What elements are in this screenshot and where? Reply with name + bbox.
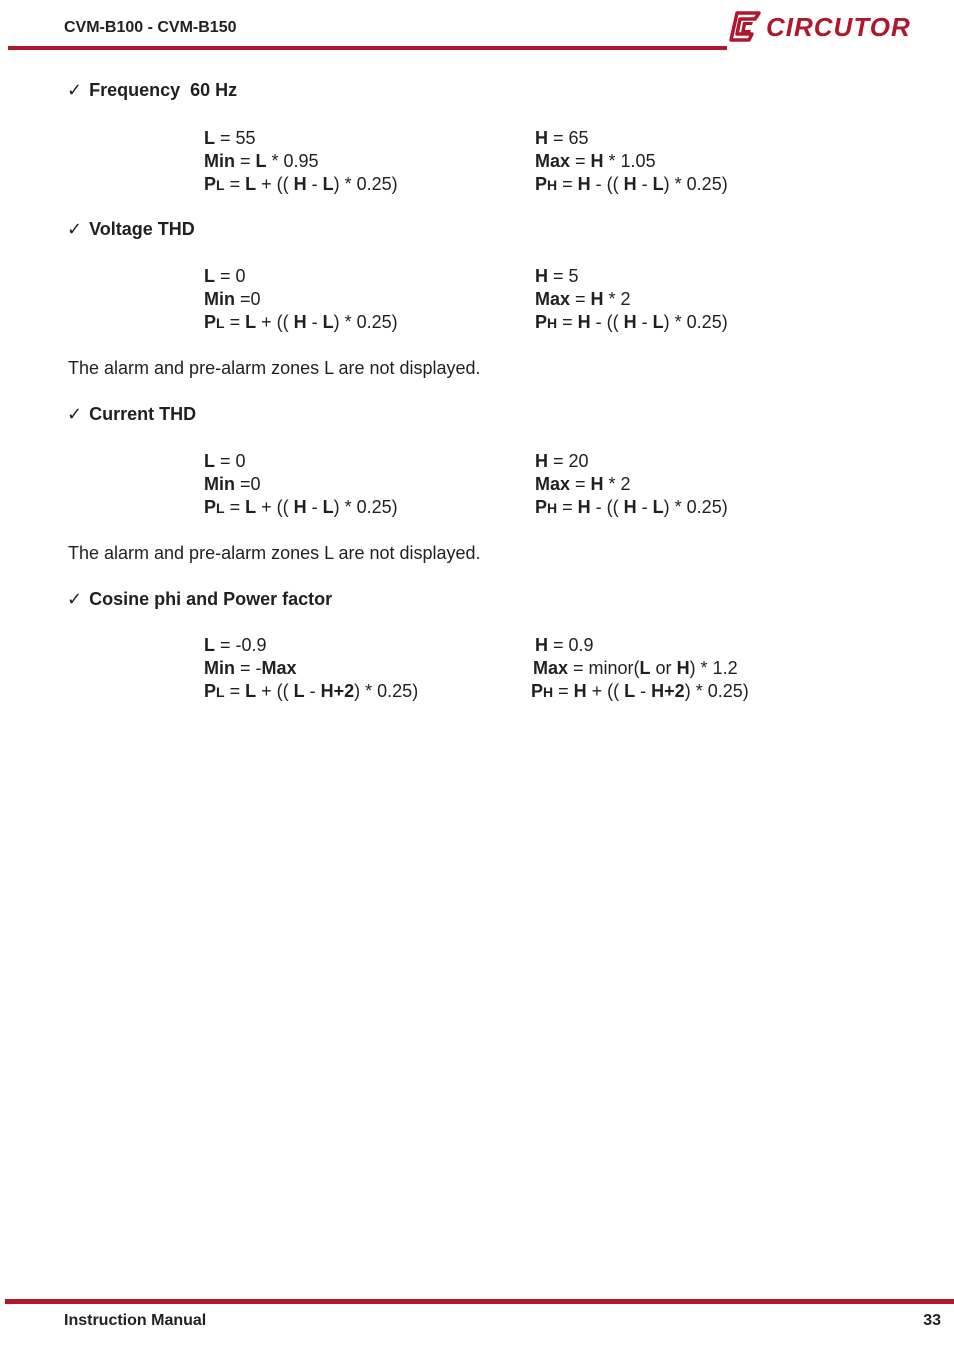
section-title: Frequency 60 Hz xyxy=(89,80,238,100)
formula-pl: PL = L + (( H - L) * 0.25) xyxy=(204,174,398,194)
formula-max: Max = minor(L or H) * 1.2 xyxy=(533,658,738,678)
brand-name: CIRCUTOR xyxy=(766,12,911,42)
formula-low: L = 0 xyxy=(204,266,246,286)
section-voltage-thd-heading xyxy=(67,219,195,240)
formula-max: Max = H * 2 xyxy=(535,289,631,309)
formula-min: Min =0 xyxy=(204,474,261,494)
section-frequency-heading xyxy=(67,80,237,101)
formula-pl: PL = L + (( H - L) * 0.25) xyxy=(204,312,398,332)
check-icon: ✓ xyxy=(67,219,83,239)
section-cosine-phi-heading xyxy=(67,589,332,610)
formula-max: Max = H * 1.05 xyxy=(535,151,656,171)
formula-ph: PH = H - (( H - L) * 0.25) xyxy=(535,174,728,194)
current-thd-note: The alarm and pre-alarm zones L are not displayed. xyxy=(68,543,481,563)
circutor-logo-icon xyxy=(729,10,763,44)
check-icon: ✓ xyxy=(67,80,83,100)
section-current-thd-heading xyxy=(67,404,196,425)
formula-ph: PH = H - (( H - L) * 0.25) xyxy=(535,497,728,517)
check-icon: ✓ xyxy=(67,589,83,609)
section-title: Cosine phi and Power factor xyxy=(89,589,333,609)
formula-low: L = 55 xyxy=(204,128,256,148)
formula-low: L = 0 xyxy=(204,451,246,471)
header-rule xyxy=(8,46,727,50)
formula-pl: PL = L + (( H - L) * 0.25) xyxy=(204,497,398,517)
check-icon: ✓ xyxy=(67,404,83,424)
page-number: 33 xyxy=(923,1312,941,1329)
formula-pl: PL = L + (( L - H+2) * 0.25) xyxy=(204,681,419,701)
formula-high: H = 0.9 xyxy=(535,635,594,655)
formula-high: H = 20 xyxy=(535,451,589,471)
voltage-thd-note: The alarm and pre-alarm zones L are not displayed. xyxy=(68,358,481,378)
formula-ph: PH = H - (( H - L) * 0.25) xyxy=(535,312,728,332)
formula-min: Min = -Max xyxy=(204,658,297,678)
section-title: Current THD xyxy=(89,404,197,424)
circutor-logo xyxy=(729,10,909,44)
formula-min: Min =0 xyxy=(204,289,261,309)
formula-min: Min = L * 0.95 xyxy=(204,151,319,171)
footer-rule xyxy=(5,1299,954,1304)
document-title: CVM-B100 - CVM-B150 xyxy=(64,19,237,36)
formula-ph: PH = H + (( L - H+2) * 0.25) xyxy=(531,681,749,701)
formula-high: H = 5 xyxy=(535,266,579,286)
footer-manual-label: Instruction Manual xyxy=(64,1312,207,1329)
formula-high: H = 65 xyxy=(535,128,589,148)
formula-max: Max = H * 2 xyxy=(535,474,631,494)
formula-low: L = -0.9 xyxy=(204,635,267,655)
section-title: Voltage THD xyxy=(89,219,195,239)
